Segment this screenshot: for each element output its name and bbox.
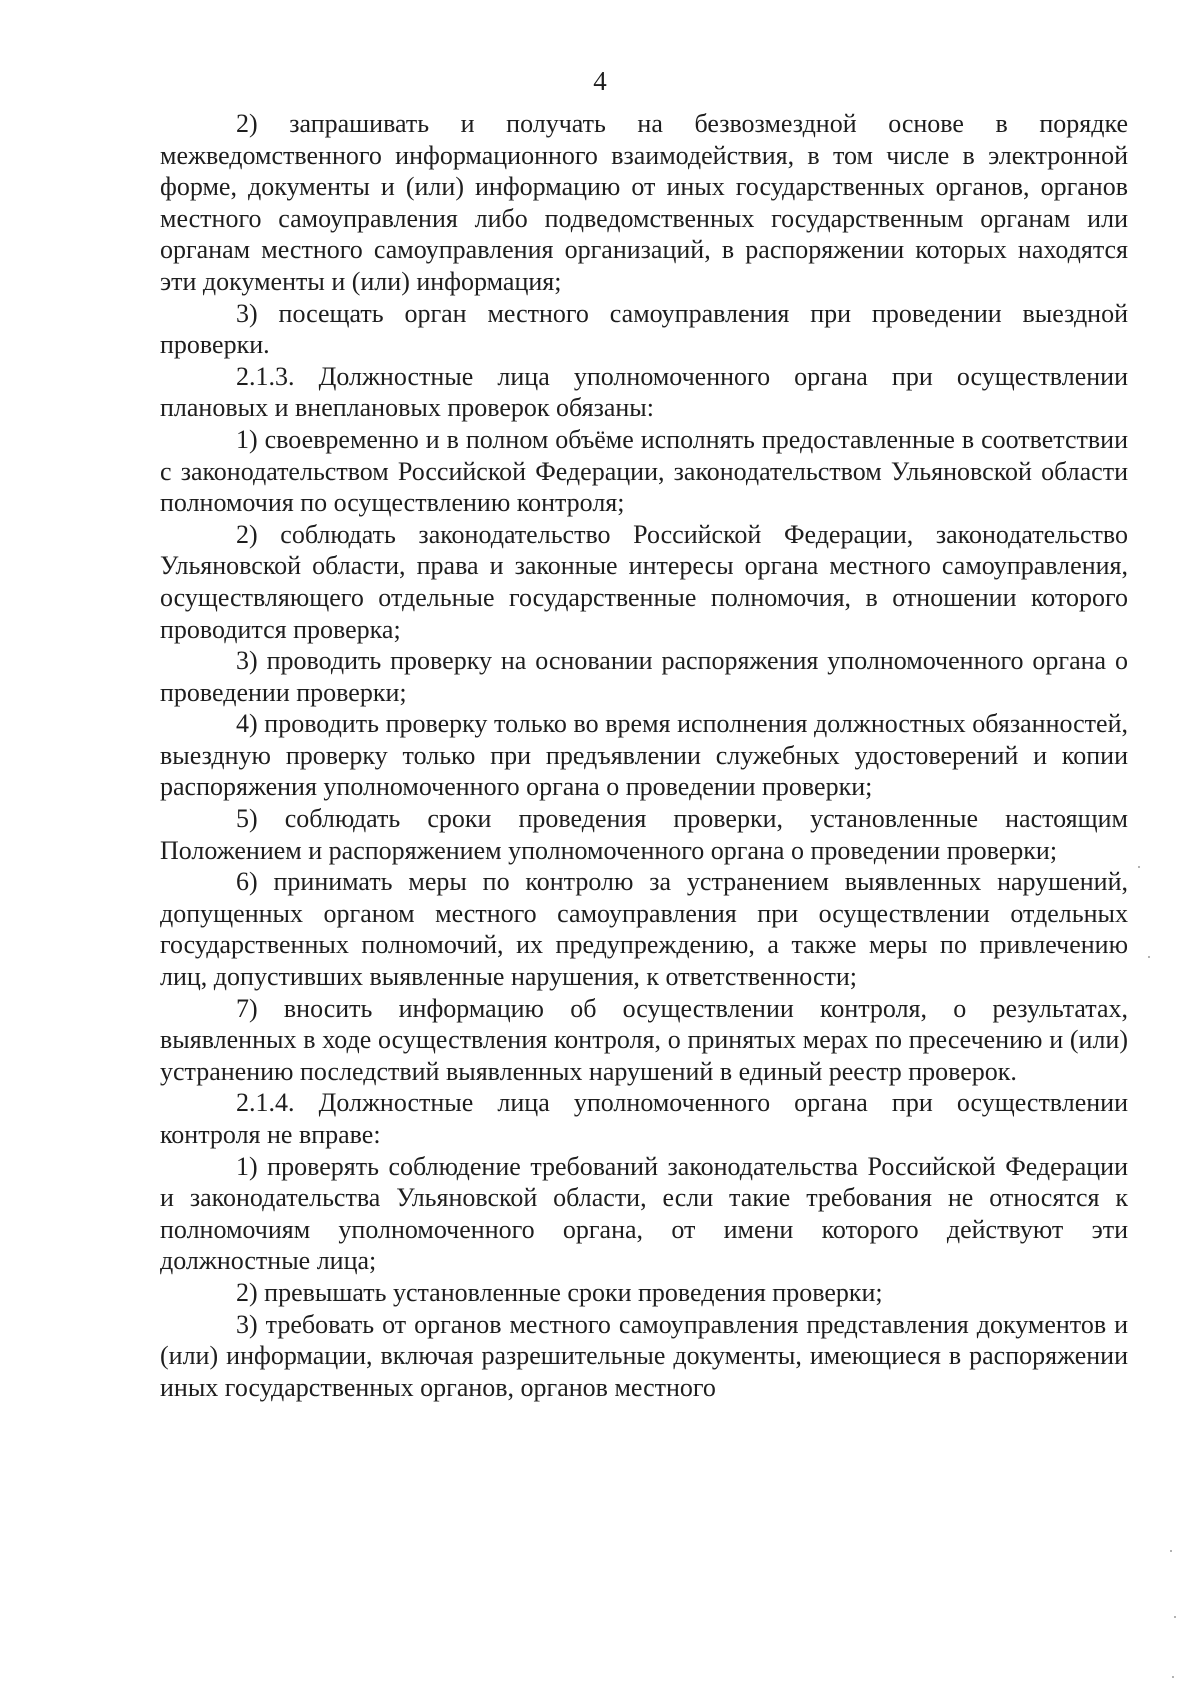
paragraph-section-2-1-4: 2.1.4. Должностные лица уполномоченного органа при осуществлении контроля не вправе: <box>160 1088 1128 1149</box>
paragraph-section-2-1-3: 2.1.3. Должностные лица уполномоченного органа при осуществлении плановых и внеплановых проверок обязаны: <box>160 361 1128 423</box>
paragraph-duty-4: 4) проводить проверку только во время исполнения должностных обязанностей, выездную проверку только при предъявлении служебных удостоверений и копии распоряжения уполномоченного органа о проведении проверки; <box>160 709 1128 802</box>
scan-speck <box>1174 1616 1176 1618</box>
document-body <box>160 108 1128 1403</box>
paragraph-restriction-1: 1) проверять соблюдение требований законодательства Российской Федерации и законодательства Ульяновской области, если такие требования не относятся к полномочиям уполномоченного органа, от имени которого действуют эти должностные лица; <box>160 1151 1128 1276</box>
paragraph-restriction-3: 3) требовать от органов местного самоуправления представления документов и (или) информации, включая разрешительные документы, имеющиеся в распоряжении иных государственных органов, органов местного <box>160 1309 1128 1402</box>
scan-speck <box>1138 866 1140 868</box>
paragraph-duty-2: 2) соблюдать законодательство Российской Федерации, законодательство Ульяновской области, права и законные интересы органа местного самоуправления, осуществляющего отдельные государственные полномочия, в отношении которого проводится проверка; <box>160 519 1128 644</box>
scan-speck <box>1172 1676 1174 1678</box>
paragraph-duty-3: 3) проводить проверку на основании распоряжения уполномоченного органа о проведении проверки; <box>160 646 1128 707</box>
scan-speck <box>1148 956 1150 958</box>
paragraph-duty-1: 1) своевременно и в полном объёме исполнять предоставленные в соответствии с законодательством Российской Федерации, законодательством Ульяновской области полномочия по осуществлению контроля; <box>160 424 1128 518</box>
paragraph-visit-authority: 3) посещать орган местного самоуправления при проведении выездной проверки. <box>160 298 1128 360</box>
paragraph-request-information: 2) запрашивать и получать на безвозмездной основе в порядке межведомственного информационного взаимодействия, в том числе в электронной форме, документы и (или) информацию от иных государственных органов, органов местного самоуправления либо подведомственных государственным органам или органам местного самоуправления организаций, в распоряжении которых находятся эти документы и (или) информация; <box>160 109 1128 296</box>
paragraph-duty-7: 7) вносить информацию об осуществлении контроля, о результатах, выявленных в ходе осуществления контроля, о принятых мерах по пресечению и (или) устранению последствий выявленных нарушений в единый реестр проверок. <box>160 993 1128 1086</box>
page-number: 4 <box>593 66 607 96</box>
paragraph-duty-5: 5) соблюдать сроки проведения проверки, установленные настоящим Положением и распоряжением уполномоченного органа о проведении проверки; <box>160 804 1128 865</box>
scan-speck <box>1170 1550 1172 1552</box>
paragraph-restriction-2: 2) превышать установленные сроки проведения проверки; <box>236 1277 883 1307</box>
paragraph-duty-6: 6) принимать меры по контролю за устранением выявленных нарушений, допущенных органом местного самоуправления при осуществлении отдельных государственных полномочий, их предупреждению, а также меры по привлечению лиц, допустивших выявленные нарушения, к ответственности; <box>160 867 1128 992</box>
